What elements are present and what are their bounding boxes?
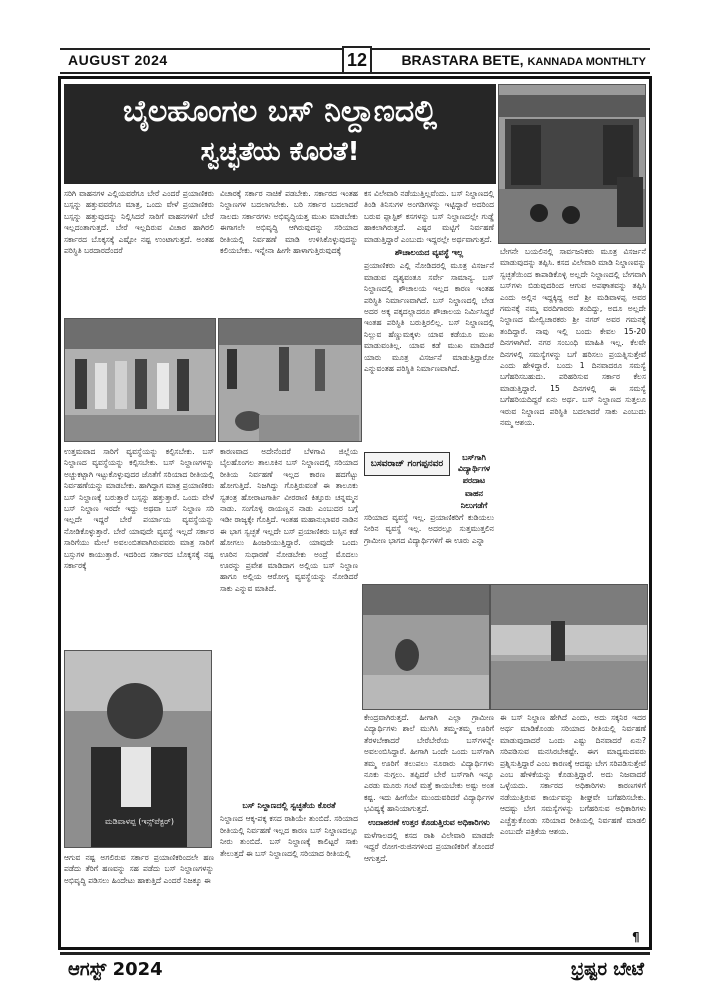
garbage-illustration — [219, 319, 361, 441]
headline-box — [64, 84, 496, 184]
column-3-mid2 — [364, 512, 494, 574]
column-3-bottom — [364, 712, 494, 946]
page-header — [60, 48, 650, 74]
garbage-photo-right — [218, 318, 362, 442]
subheading: ಶೌಚಾಲಯದ ವ್ಯವಸ್ಥೆ ಇಲ್ಲ — [394, 248, 464, 258]
subheading: ಬಸ್ ನಿಲ್ದಾಣದಲ್ಲಿ ಸ್ವಚ್ಛತೆಯ ಕೊರತೆ — [242, 801, 336, 810]
subheading: ಉದಾಹರಣೆ ಉತ್ತರ ಕೊಡುತ್ತಿರುವ ಅಧಿಕಾರಿಗಳು — [368, 817, 490, 827]
bus-stand-illustration — [499, 85, 645, 243]
column-1-mid — [64, 446, 214, 642]
column-1-top — [64, 188, 214, 312]
footer-date: ಆಗಸ್ಟ್ 2024 — [68, 959, 163, 980]
worker-illustration — [363, 585, 489, 709]
author-byline: ಬಸವರಾಜ್ ಗಂಗಪ್ಪನವರ — [364, 452, 450, 476]
masthead — [401, 52, 646, 68]
wall-illustration — [491, 585, 647, 709]
worker-photo — [362, 584, 490, 710]
column-3-sub2 — [452, 450, 496, 510]
crowd-illustration — [65, 319, 215, 441]
paragraph: ಸರಿಯಾದ ವ್ಯವಸ್ಥೆ ಇಲ್ಲ. ಪ್ರಯಾಣಿಕರಿಗೆ ಕುಡಿಯಲು ನೀರಿನ ವ್ಯವಸ್ಥೆ ಇಲ್ಲ. ಅದರಲ್ಲೂ ಸುತ್ತಮುತ್ತಲಿನ ಗ್ರಾಮೀಣ ಭಾಗದ ವಿದ್ಯಾರ್ಥಿಗಳಿಗೆ ಈ ಊರು ಎನ್ನಾ — [364, 513, 494, 545]
paragraph: ಪ್ರಯಾಣಿಕರು ಎಲ್ಲಿ ನೋಡಿದರಲ್ಲಿ ಮೂತ್ರ ವಿಸರ್ಜನೆ ಮಾಡುವ ದೃಶ್ಯವಂತೂ ಸರ್ವೇ ಸಾಮಾನ್ಯ. ಬಸ್ ನಿಲ್ದಾಣದಲ್ಲಿ ಶೌಚಾಲಯ ಇಲ್ಲದ ಕಾರಣ ಇಂತಹ ಪರಿಸ್ಥಿತಿ ನಿರ್ಮಾಣವಾಗಿದೆ. ಬಸ್ ನಿಲ್ದಾಣದಲ್ಲಿ ಬೇಡ ಅದರ ಅಕ್ಕ ಪಕ್ಕದಲ್ಲಾದರೂ ಶೌಚಾಲಯ ನಿರ್ಮಿಸಿದ್ದರೆ ಇಂತಹ ಪರಿಸ್ಥಿತಿ ಬರುತ್ತಿರಲಿಲ್ಲ. ಬಸ್ ನಿಲ್ದಾಣದಲ್ಲಿ ನಿಲ್ಲುವ ಹೆಣ್ಣುಮಕ್ಕಳು ಯಾವ ಕಡೆಯೂ ಮುಖ ಮಾಡುವಂತಿಲ್ಲ. ಯಾವ ಕಡೆ ಮುಖ ಮಾಡಿದರೆ ಯಾರು ಮೂತ್ರ ವಿಸರ್ಜನೆ ಮಾಡುತ್ತಿದ್ದಾರೋ ಎನ್ನುವಂತಹ ಪರಿಸ್ಥಿತಿ ನಿರ್ಮಾಣವಾಗಿದೆ. — [364, 261, 494, 374]
bus-stand-photo — [498, 84, 646, 244]
paragraph: ಕಸ ವಿಲೇವಾರಿ ನಡೆಯುತ್ತಿಲ್ಲವೆಂದು. ಬಸ್ ನಿಲ್ದಾಣದಲ್ಲಿ ತಿಂಡಿ ತಿನಿಸುಗಳ ಅಂಗಡಿಗಳನ್ನು ಇಟ್ಟಿದ್ದಾರೆ ಅದರಿಂದ ಬರುವ ಪ್ಲಾಸ್ಟಿಕ್ ಕಸಗಳನ್ನು ಬಸ್ ನಿಲ್ದಾಣದಲ್ಲೇ ಗುಡ್ಡೆ ಹಾಕಲಾಗಿರುತ್ತದೆ. ಎಷ್ಟರ ಮಟ್ಟಿಗೆ ನಿರ್ವಹಣೆ ಮಾಡುತ್ತಿದ್ದಾರೆ ಎಂಬುದು ಇದ್ದರಲ್ಲೇ ಅರ್ಥವಾಗುತ್ತದೆ. — [364, 189, 494, 244]
headline-line-2: ಸ್ವಚ್ಛತೆಯ ಕೊರತೆ! — [200, 137, 360, 167]
paragraph: ನಿಲ್ದಾಣದ ಆಕ್ಕ-ಪಕ್ಕ ಕಸದ ರಾಶಿಯೇ ತುಂಬಿದೆ. ಸರಿಯಾದ ರೀತಿಯಲ್ಲಿ ನಿರ್ವಹಣೆ ಇಲ್ಲದ ಕಾರಣ ಬಸ್ ನಿಲ್ದಾಣದಲ್ಲೂ ನೀರು ತುಂಬಿದೆ. ಬಸ್ ನಿಲ್ದಾಣಕ್ಕೆ ಕಾಲಿಟ್ಟರೆ ಸಾಕು ತೇಲುತ್ತದೆ ಈ ಬಸ್ ನಿಲ್ದಾಣದಲ್ಲಿ ಸರಿಯಾದ ರೀತಿಯಲ್ಲಿ — [220, 814, 358, 858]
paragraph: ವಿಚಾರಕ್ಕೆ ಸರ್ಕಾರ ನಾಚಿಕೆ ಪಡಬೇಕು. ಸರ್ಕಾರದ ಇಂತಹ ನಿಲ್ದಾಣಗಳ ಬದಲಾಗಬೇಕು. ಬರಿ ಸರ್ಕಾರ ಬದಲಾದರೆ ಸಾಲದು ಸರ್ಕಾರಗಳು ಅಭಿವೃದ್ಧಿಯತ್ತ ಮುಖ ಮಾಡಬೇಕು ಈಗಾಗಲೇ ಅಭಿವೃದ್ಧಿ ಆಗಿರುವುದನ್ನು ಸರಿಯಾದ ರೀತಿಯಲ್ಲಿ ನಿರ್ವಹಣೆ ಮಾಡಿ ಉಳಿಸಿಕೊಳ್ಳುವುದನ್ನು ಕಲಿಯಬೇಕು. ಇನ್ನೇನಾ ಹೀಗೇ ಹಾಳಾಗುತ್ತಿರುವುದಕ್ಕೆ — [220, 189, 358, 256]
footer-title: ಭ್ರಷ್ಟರ ಬೇಟೆ — [570, 959, 644, 980]
column-3-top — [364, 188, 494, 448]
wall-photo — [490, 584, 648, 710]
masthead-title: BRASTARA BETE, — [401, 52, 524, 68]
column-1-bottom — [64, 852, 214, 946]
photo-caption: ಮಡಿವಾಳಪ್ಪ (ಇನ್ಸ್‌ಪೆಕ್ಟರ್) — [105, 817, 174, 826]
headline-line-1: ಬೈಲಹೊಂಗಲ ಬಸ್ ನಿಲ್ದಾಣದಲ್ಲಿ — [123, 94, 437, 129]
officer-portrait-photo — [64, 650, 212, 848]
subheading: ವಾಹನ ನಿಲುಗಡೆಗೆ — [460, 489, 488, 510]
column-4-bottom — [500, 712, 646, 930]
masthead-subtitle: KANNADA MONTHLTY — [527, 56, 646, 68]
end-mark: ¶ — [632, 930, 640, 944]
column-2-bottom — [220, 798, 358, 946]
paragraph: ಬೇಗನೇ ಬಯಲಿನಲ್ಲಿ ಸಾರ್ವಜನಿಕರು ಮೂತ್ರ ವಿಸರ್ಜನೆ ಮಾಡುವುದನ್ನು ತಪ್ಪಿಸಿ. ಕಸದ ವಿಲೇವಾರಿ ಮಾಡಿ ನಿಲ್ದಾಣವನ್ನು ಸ್ವಚ್ಛತೆಯಿಂದ ಕಾಪಾಡಿಕೊಳ್ಳಿ ಅಲ್ಲದೇ ನಿಲ್ದಾಣದಲ್ಲಿ ಬೇಗವಾಗಿ ಬಸ್‌ಗಳು ಬಿಡುವುದರಿಂದ ಆಗುವ ಅಪಘಾತವನ್ನು ತಪ್ಪಿಸಿ ಎಂದು ಅಲ್ಲಿನ ಇದ್ದಕ್ಕಿದ್ದ ಅದೆ ಶ್ರೀ ಮಡಿವಾಳಪ್ಪ ಅವರ ಗಮನಕ್ಕೆ ನಮ್ಮ ವರದಿಗಾರರು ತಂದಿದ್ದು, ಅದೂ ಅಲ್ಲದೇ ನಿಲ್ದಾಣದ ಮೇಲ್ವಿಚಾರಕರು ಶ್ರೀ ನಗರ್ ಅವರ ಗಮನಕ್ಕೆ ತಂದಿದ್ದಾರೆ. ನಾವು ಇಲ್ಲಿ ಬಂದು ಕೇವಲ 15-20 ದಿನಗಳಾಗಿವೆ. ನಗರ ಸಂಬಂಧಿ ಮಾಹಿತಿ ಇಲ್ಲ. ಕೆಲವೇ ದಿನಗಳಲ್ಲಿ ಸಮಸ್ಯೆಗಳನ್ನು ಬಗೆ ಹರಿಸಲು ಪ್ರಯತ್ನಿಸುತ್ತೇವೆ ಎಂದು ಹೇಳಿದ್ದಾರೆ. ಬಂದು 1 ದಿನವಾದರೂ ಸಮಸ್ಯೆ ಬಗೆಹರಿಸಬಹುದು. ಪರಿಹರಿಸುವ ಸರ್ಕಾರ ಕೆಲಸ ಮಾಡುತ್ತಿದ್ದಾರೆ. 15 ದಿನಗಳಲ್ಲಿ ಈ ಸಮಸ್ಯೆ ಬಗೆಹರಿಯದಿದ್ದರೆ ಏನು ಅರ್ಥ. ಬಸ್ ನಿಲ್ದಾಣದ ಸುತ್ತಲೂ ಇರುವ ನಿಲ್ದಾಣದ ಪರಿಸ್ಥಿತಿ ಬದಲಾದರೆ ಸಾಕು ಎಂಬುದು ನಮ್ಮ ಆಶಯ. — [500, 247, 646, 428]
page-footer — [60, 952, 650, 985]
paragraph: ಈ ಬಸ್ ನಿಲ್ದಾಣ ಹೇಗಿದೆ ಎಂದು, ಅದು ಸಕ್ಕನಿರ ಇದರ ಅರ್ಥ ಮಾಡಿಕೊಂಡು ಸರಿಯಾದ ರೀತಿಯಲ್ಲಿ ನಿರ್ವಹಣೆ ಮಾಡುವುದಾದರೆ ಒಂದು ಎಷ್ಟು ದಿನವಾದರೆ ಏನು? ಸರಿಪಡಿಸುವ ಮನಸಿರಬೇಕಷ್ಟೇ. ಈಗ ಮಾಧ್ಯಮದವರು ಪ್ರಶ್ನಿಸುತ್ತಿದ್ದಾರೆ ಎಂಬ ಕಾರಣಕ್ಕೆ ಆದಷ್ಟು ಬೇಗ ಸರಿಪಡಿಸುತ್ತೇವೆ ಎಂಬ ಹೇಳಿಕೆಯನ್ನು ಕೊಡುತ್ತಿದ್ದಾರೆ. ಅದು ನಿಜವಾದರೆ ಒಳ್ಳೆಯದು. ಸರ್ಕಾರದ ಅಧಿಕಾರಿಗಳು ಕಾರಣಗಳಿಗೆ ನಡೆಯುತ್ತಿರುವ ಕಾರ್ಯವನ್ನು ಶೀಘ್ರವೇ ಬಗೆಹರಿಸಬೇಕು. ಆದಷ್ಟು ಬೇಗ ಸಮಸ್ಯೆಗಳನ್ನು ಬಗೆಹರಿಸುವ ಅಧಿಕಾರಿಗಳು ಎಚ್ಚೆತ್ತುಕೊಂಡು ಸರಿಯಾದ ರೀತಿಯಲ್ಲಿ ನಿರ್ವಹಣೆ ಮಾಡಲಿ ಎಂಬುದೇ ಪತ್ರಿಕೆಯ ಆಶಯ. — [500, 713, 646, 837]
page-number: 12 — [342, 46, 372, 74]
paragraph: ಮಳೆಗಾಲದಲ್ಲಿ ಕಸದ ರಾಶಿ ವಿಲೇವಾರಿ ಮಾಡದೇ ಇದ್ದರೆ ರೋಗ-ರುಜಿನಗಳಿಂದ ಪ್ರಯಾಣಿಕರಿಗೆ ತೊಂದರೆ ಆಗುತ್ತದೆ. — [364, 831, 494, 863]
paragraph: ಕಾರಣವಾದ ಅದೇನೆಂದರೆ ಬೆಳಗಾವಿ ಜಿಲ್ಲೆಯ ಬೈಲಹೊಂಗಲ ತಾಲೂಕಿನ ಬಸ್ ನಿಲ್ದಾಣದಲ್ಲಿ ಸರಿಯಾದ ರೀತಿಯ ನಿರ್ವಹಣೆ ಇಲ್ಲದ ಕಾರಣ ಹದಗೆಟ್ಟು ಹೋಗುತ್ತಿದೆ. ನಿಜಗಿದ್ದು ಗೊತ್ತಿರುವಂತೆ ಈ ತಾಲೂಕು ಸ್ವತಂತ್ರ ಹೋರಾಟಗಾರ್ತಿ ವೀರರಾಣಿ ಕಿತ್ತೂರು ಚನ್ನಮ್ಮನ ನಾಡು. ಸಂಗೊಳ್ಳಿ ರಾಯಣ್ಣನ ನಾಡು ಎಂಬುದರ ಬಗ್ಗೆ ಇಡೀ ರಾಜ್ಯಕ್ಕೇ ಗೊತ್ತಿದೆ. ಇಂತಹ ಮಹಾನುಭಾವರ ನಾಡಿನ ಈ ಭಾಗ ಸ್ವಚ್ಛತೆ ಇಲ್ಲದೇ ಬಸ್ ಪ್ರಯಾಣಿಕರು ಬಸ್ಸಿನ ಕಡೆ ಹೋಗಲು ಹಿಂಜರಿಯುತ್ತಿದ್ದಾರೆ. ಯಾವುದೇ ಒಂದು ಊರಿನ ಸುಧಾರಣೆ ನೋಡಬೇಕು ಅಂದ್ರೆ ಮೊದಲು ಊರನ್ನು ಪ್ರವೇಶ ಮಾಡಿದಾಗ ಅಲ್ಲಿಯ ಬಸ್ ನಿಲ್ದಾಣ ಹಾಗೂ ಅಲ್ಲಿಯ ಆರೋಗ್ಯ ವ್ಯವಸ್ಥೆಯನ್ನು ನೋಡಿದರೆ ಸಾಕು ಎನ್ನುವ ಮಾತಿದೆ. — [220, 447, 358, 593]
subheading: ಬಸ್‌ಗಾಗಿ ವಿದ್ಯಾರ್ಥಿಗಳ ಪರದಾಟ — [457, 453, 491, 485]
paragraph: ಆಗುವ ನಷ್ಟ ಅಗಲಿರುವ ಸರ್ಕಾರ ಪ್ರಯಾಣಿಕರಿಂದಲೇ ಹಣ ಪಡೆದು ತೆರಿಗೆ ಹಣವನ್ನು ಸಹ ಪಡೆದು ಬಸ್ ನಿಲ್ದಾಣಗಳನ್ನು ಅಭಿವೃದ್ಧಿ ಪಡಿಸಲು ಹಿಂದೇಟು ಹಾಕುತ್ತಿದೆ ಎಂದರೆ ನಿಜಕ್ಕೂ ಈ — [64, 853, 214, 885]
crowd-photo-left — [64, 318, 216, 442]
column-2-top — [220, 188, 358, 312]
issue-month: AUGUST 2024 — [68, 52, 168, 68]
column-2-mid — [220, 446, 358, 792]
paragraph: ಕೇಂದ್ರವಾಗಿರುತ್ತದೆ. ಹೀಗಾಗಿ ಎಲ್ಲಾ ಗ್ರಾಮೀಣ ವಿದ್ಯಾರ್ಥಿಗಳು ಶಾಲೆ ಮುಗಿಸಿ ತಮ್ಮ-ತಮ್ಮ ಊರಿಗೆ ತೆರಳಬೇಕಾದರೆ ಬೇರೆಬೇರೆಯ ಬಸ್‌ಗಳನ್ನೇ ಅವಲಂಬಿಸಿದ್ದಾರೆ. ಹೀಗಾಗಿ ಒಂದೇ ಒಂದು ಬಸ್‌ಗಾಗಿ ತಮ್ಮ ಊರಿಗೆ ತಲುಪಲು ನೂರಾರು ವಿದ್ಯಾರ್ಥಿಗಳು ನೂಕು ನುಗ್ಗಲು. ತಪ್ಪಿದರೆ ಬೇರೆ ಬಸ್‌ಗಾಗಿ ಇನ್ನೂ ಎರಡು ಮೂರು ಗಂಟೆ ಮತ್ತೆ ಕಾಯಬೇಕು ಅಷ್ಟು ಅಂತ ಕಷ್ಟ. ಇದು ಹೀಗೆಯೇ ಮುಂದುವರಿದರೆ ವಿದ್ಯಾರ್ಥಿಗಳ ಭವಿಷ್ಯಕ್ಕೆ ಹಾನಿಯಾಗುತ್ತದೆ. — [364, 713, 494, 814]
paragraph: ಉತ್ತಮವಾದ ಸಾರಿಗೆ ವ್ಯವಸ್ಥೆಯನ್ನು ಕಲ್ಪಿಸಬೇಕು. ಬಸ್ ನಿಲ್ದಾಣದ ವ್ಯವಸ್ಥೆಯನ್ನು ಕಲ್ಪಿಸಬೇಕು. ಬಸ್ ನಿಲ್ದಾಣಗಳನ್ನು ಅಚ್ಚುಕಟ್ಟಾಗಿ ಇಟ್ಟುಕೊಳ್ಳುವುದರ ಜೊತೆಗೆ ಸರಿಯಾದ ರೀತಿಯಲ್ಲಿ ನಿರ್ವಹಣೆಯನ್ನು ಮಾಡಬೇಕು. ಹಾಗಿದ್ದಾಗ ಮಾತ್ರ ಪ್ರಯಾಣಿಕರು ಬಸ್ ನಿಲ್ದಾಣಕ್ಕೆ ಬರುತ್ತಾರೆ ಬಸ್ಸನ್ನು ಹತ್ತುತ್ತಾರೆ. ಒಂದು ವೇಳೆ ಬಸ್ ನಿಲ್ದಾಣ ಇರದೇ ಇದ್ದು ಅಥವಾ ಬಸ್ ನಿಲ್ದಾಣ ಸರಿ ಇಲ್ಲದೇ ಇದ್ದರೆ ಬೇರೆ ಪರ್ಯಾಯ ವ್ಯವಸ್ಥೆಯನ್ನು ನೋಡಿಕೊಳ್ಳುತ್ತಾರೆ. ಬೇರೆ ಯಾವುದೇ ವ್ಯವಸ್ಥೆ ಇಲ್ಲದೆ ಸರ್ಕಾರ ಸಾರಿಗೆಯು ಮೇಲೆ ಅವಲಂಬಿತವಾಗಿರುವವರು ಮಾತ್ರ ಸಾರಿಗೆ ಬಸ್ಸುಗಳ ಕಾಯುತ್ತಾರೆ. ಇದರಿಂದ ಸರ್ಕಾರದ ಬೊಕ್ಕಸಕ್ಕೆ ನಷ್ಟ ಸರ್ಕಾರಕ್ಕೆ — [64, 447, 214, 571]
column-4-mid — [500, 246, 646, 586]
paragraph: ಸರಿಗಿ ವಾಹನಗಳ ಎಲ್ಲಿಯವರೆಗೂ ಬೇರೆ ಎಂದರೆ ಪ್ರಯಾಣಿಕರು ಬಸ್ಸನ್ನು ಹತ್ತುವವರೆಗೂ ಮಾತ್ರ, ಒಂದು ವೇಳೆ ಪ್ರಯಾಣಿಕರು ಬಸ್ಸನ್ನು ಹತ್ತುವುದನ್ನು ನಿಲ್ಲಿಸಿದರೆ ಸಾರಿಗೆ ವಾಹನಗಳಿಗೆ ಬೇರೆ ಇಲ್ಲದಂತಾಗುತ್ತದೆ. ಬೇರೆ ಇಲ್ಲದಿರುವ ವಿಚಾರ ಹಾಗಿರಲಿ ಸರ್ಕಾರದ ಬೊಕ್ಕಸಕ್ಕೆ ಎಷ್ಟೋ ನಷ್ಟ ಉಂಟಾಗುತ್ತದೆ. ಅಂತಹ ಪರಿಸ್ಥಿತಿ ಬರದಾರದೆಂದರೆ — [64, 189, 214, 256]
